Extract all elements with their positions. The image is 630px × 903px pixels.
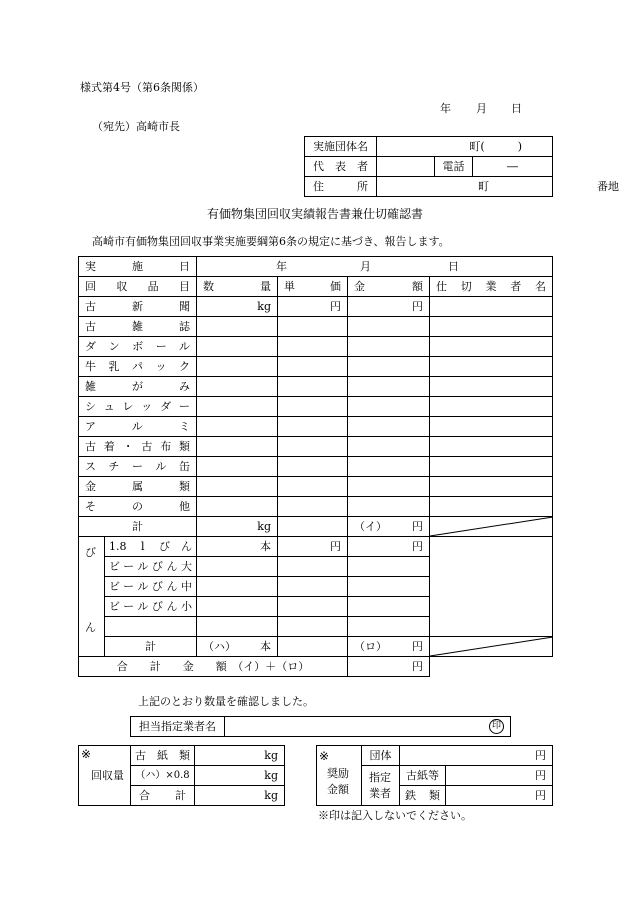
dealer-cell[interactable] (430, 497, 553, 517)
item-label: そ の 他 (79, 497, 197, 517)
bottle-group-top: び (85, 546, 96, 559)
amount-cell[interactable] (348, 357, 430, 377)
designated-label-cell (362, 766, 400, 806)
diagonal-slash (430, 517, 553, 536)
price-cell[interactable]: 円 (278, 537, 348, 557)
price-cell[interactable] (278, 397, 348, 417)
paper-label: 古紙等 (400, 766, 446, 786)
header-unit-price: 単 価 (278, 277, 348, 297)
price-cell[interactable] (278, 617, 348, 637)
subtotal-amount-mark: （イ） (354, 520, 387, 533)
amount-cell[interactable] (348, 617, 430, 637)
grand-total-label: 合 計 金 額 （イ）＋（ロ） (79, 657, 348, 677)
recovery-label: 回収量 (91, 769, 124, 782)
price-cell[interactable] (278, 457, 348, 477)
grand-total-amount[interactable]: 円 (348, 657, 430, 677)
amount-cell[interactable] (348, 437, 430, 457)
qty-cell[interactable]: kg (197, 297, 278, 317)
amount-cell[interactable]: 円 (348, 297, 430, 317)
amount-cell[interactable] (348, 317, 430, 337)
table-row (79, 297, 553, 317)
price-cell[interactable] (278, 437, 348, 457)
addressee: （宛先）高崎市長 (92, 120, 180, 133)
representative-field[interactable] (377, 157, 435, 177)
confirm-text: 上記のとおり数量を確認しました。 (138, 695, 314, 708)
subtotal-row (79, 517, 553, 537)
qty-cell[interactable] (197, 497, 278, 517)
qty-cell[interactable] (197, 337, 278, 357)
qty-cell[interactable]: 本 (197, 537, 278, 557)
bottle-subtotal-label: 計 (105, 637, 197, 657)
dealer-cell[interactable] (430, 317, 553, 337)
statement: 高崎市有価物集団回収事業実施要綱第6条の規定に基づき、報告します。 (92, 235, 450, 248)
applicant-table (304, 136, 619, 197)
subtotal-dealer-slash (430, 517, 553, 537)
form-number: 様式第4号（第6条関係） (80, 81, 204, 94)
item-label: 牛乳パック (79, 357, 197, 377)
impl-day: 日 (448, 260, 459, 273)
dealer-cell[interactable] (430, 417, 553, 437)
qty-cell[interactable] (197, 377, 278, 397)
amount-cell[interactable] (348, 397, 430, 417)
subtotal-price (278, 517, 348, 537)
address-town: 町 (478, 180, 489, 193)
table-row (79, 417, 553, 437)
recovery-mark: ※ (81, 747, 92, 761)
dealer-cell[interactable] (430, 477, 553, 497)
bottle-subtotal-dealer-slash (430, 637, 553, 657)
subsidy-label-1: 奨励 (327, 767, 349, 780)
price-cell[interactable] (278, 497, 348, 517)
qty-cell[interactable] (197, 597, 278, 617)
subsidy-mark: ※ (319, 749, 330, 763)
bottle-subtotal-qty-mark: （ハ） (203, 640, 236, 653)
qty-cell[interactable] (197, 317, 278, 337)
dealer-field[interactable] (225, 717, 511, 737)
impl-year: 年 (276, 260, 287, 273)
bottle-subtotal-amount-unit: 円 (412, 640, 423, 653)
dealer-box (130, 716, 511, 737)
date-month: 月 (476, 102, 487, 115)
date-year: 年 (440, 102, 451, 115)
date-day: 日 (511, 102, 522, 115)
recovery-row-value[interactable]: kg (195, 786, 285, 806)
bottle-group-bottom: ん (85, 621, 96, 634)
qty-cell[interactable] (197, 397, 278, 417)
paper-amount[interactable]: 円 (446, 766, 553, 786)
price-cell[interactable] (278, 317, 348, 337)
collection-table (78, 256, 553, 677)
dealer-cell[interactable] (430, 357, 553, 377)
table-row (79, 537, 553, 557)
group-label: 団体 (362, 746, 400, 766)
item-label: 金 属 類 (79, 477, 197, 497)
price-cell[interactable] (278, 597, 348, 617)
metal-label: 鉄 類 (400, 786, 446, 806)
item-label: 古着・古布類 (79, 437, 197, 457)
grand-total-row (79, 657, 553, 677)
bottle-subtotal-qty[interactable] (197, 637, 278, 657)
item-label: アルミ (79, 417, 197, 437)
address-banchi: 番地 (597, 180, 619, 193)
subtotal-qty[interactable]: kg (197, 517, 278, 537)
address-field[interactable] (377, 177, 619, 197)
qty-cell[interactable] (197, 617, 278, 637)
qty-cell[interactable] (197, 577, 278, 597)
bottle-subtotal-price (278, 637, 348, 657)
item-label: 古 雑 誌 (79, 317, 197, 337)
document-title: 有価物集団回収実績報告書兼仕切確認書 (206, 207, 423, 221)
table-row (79, 397, 553, 417)
item-label: スチール缶 (79, 457, 197, 477)
diagonal-slash (430, 637, 553, 656)
phone-field[interactable]: ― (473, 157, 553, 177)
item-label: 雑 が み (79, 377, 197, 397)
qty-cell[interactable] (197, 477, 278, 497)
bottle-dealer-cell[interactable] (430, 537, 553, 637)
header-item: 回 収 品 目 (79, 277, 197, 297)
price-cell[interactable] (278, 417, 348, 437)
bottle-group-label (79, 537, 105, 657)
price-cell[interactable] (278, 337, 348, 357)
table-row (79, 357, 553, 377)
amount-cell[interactable] (348, 557, 430, 577)
recovery-row-label: （ハ）×0.8 (131, 766, 195, 786)
subtotal-amount-unit: 円 (412, 520, 423, 533)
header-dealer: 仕切業者名 (430, 277, 553, 297)
amount-cell[interactable] (348, 477, 430, 497)
subtotal-amount[interactable] (348, 517, 430, 537)
qty-cell[interactable] (197, 457, 278, 477)
bottle-label: ビールびん小 (105, 597, 197, 617)
dealer-cell[interactable] (430, 337, 553, 357)
bottle-subtotal-amount-mark: （ロ） (354, 640, 387, 653)
bottle-label: ビールびん中 (105, 577, 197, 597)
org-name-field[interactable]: 町( ) (377, 137, 553, 157)
bottle-subtotal-qty-unit: 本 (260, 640, 271, 653)
bottle-label[interactable] (105, 617, 197, 637)
bottle-label: 1.8 l びん (105, 537, 197, 557)
recovery-row-value[interactable]: kg (195, 766, 285, 786)
bottle-subtotal-amount[interactable] (348, 637, 430, 657)
qty-cell[interactable] (197, 417, 278, 437)
table-row (79, 457, 553, 477)
metal-amount[interactable]: 円 (446, 786, 553, 806)
representative-label: 代 表 者 (305, 157, 377, 177)
subsidy-label-cell (317, 746, 362, 806)
amount-cell[interactable] (348, 457, 430, 477)
dealer-cell[interactable] (430, 437, 553, 457)
impl-month: 月 (360, 260, 371, 273)
footnote: ※印は記入しないでください。 (318, 809, 472, 822)
price-cell[interactable] (278, 377, 348, 397)
address-label: 住 所 (305, 177, 377, 197)
item-label: 古 新 聞 (79, 297, 197, 317)
grand-total-blank (430, 657, 553, 677)
subsidy-label-2: 金額 (327, 783, 349, 796)
recovery-label-cell (79, 746, 131, 806)
dealer-cell[interactable] (430, 397, 553, 417)
designated-label-2: 業者 (369, 787, 391, 800)
recovery-box (78, 745, 285, 806)
dealer-cell[interactable] (430, 377, 553, 397)
dealer-label: 担当指定業者名 (131, 717, 225, 737)
bottle-label: ビールびん大 (105, 557, 197, 577)
price-cell[interactable] (278, 357, 348, 377)
item-label: ダンボール (79, 337, 197, 357)
amount-cell[interactable] (348, 497, 430, 517)
seal-mark: 印 (489, 719, 504, 734)
designated-label-1: 指定 (369, 771, 391, 784)
table-row (79, 337, 553, 357)
item-label: シュレッダー (79, 397, 197, 417)
qty-cell[interactable] (197, 437, 278, 457)
table-row (79, 497, 553, 517)
header-qty: 数 量 (197, 277, 278, 297)
subsidy-box (316, 745, 553, 806)
group-amount[interactable]: 円 (400, 746, 553, 766)
dealer-cell[interactable] (430, 297, 553, 317)
impl-date-label: 実 施 日 (79, 257, 197, 277)
table-row (79, 377, 553, 397)
recovery-row-label: 合 計 (131, 786, 195, 806)
impl-date-field[interactable] (197, 257, 553, 277)
table-row (79, 477, 553, 497)
table-row (79, 437, 553, 457)
qty-cell[interactable] (197, 357, 278, 377)
dealer-cell[interactable] (430, 457, 553, 477)
org-name-label: 実施団体名 (305, 137, 377, 157)
price-cell[interactable]: 円 (278, 297, 348, 317)
amount-cell[interactable] (348, 417, 430, 437)
amount-cell[interactable] (348, 377, 430, 397)
header-amount: 金 額 (348, 277, 430, 297)
price-cell[interactable] (278, 577, 348, 597)
recovery-row-value[interactable]: kg (195, 746, 285, 766)
amount-cell[interactable] (348, 337, 430, 357)
qty-cell[interactable] (197, 557, 278, 577)
phone-label: 電話 (435, 157, 473, 177)
bottle-subtotal-row (79, 637, 553, 657)
price-cell[interactable] (278, 557, 348, 577)
price-cell[interactable] (278, 477, 348, 497)
subtotal-label: 計 (79, 517, 197, 537)
amount-cell[interactable] (348, 597, 430, 617)
amount-cell[interactable]: 円 (348, 537, 430, 557)
recovery-row-label: 古 紙 類 (131, 746, 195, 766)
amount-cell[interactable] (348, 577, 430, 597)
table-row (79, 317, 553, 337)
